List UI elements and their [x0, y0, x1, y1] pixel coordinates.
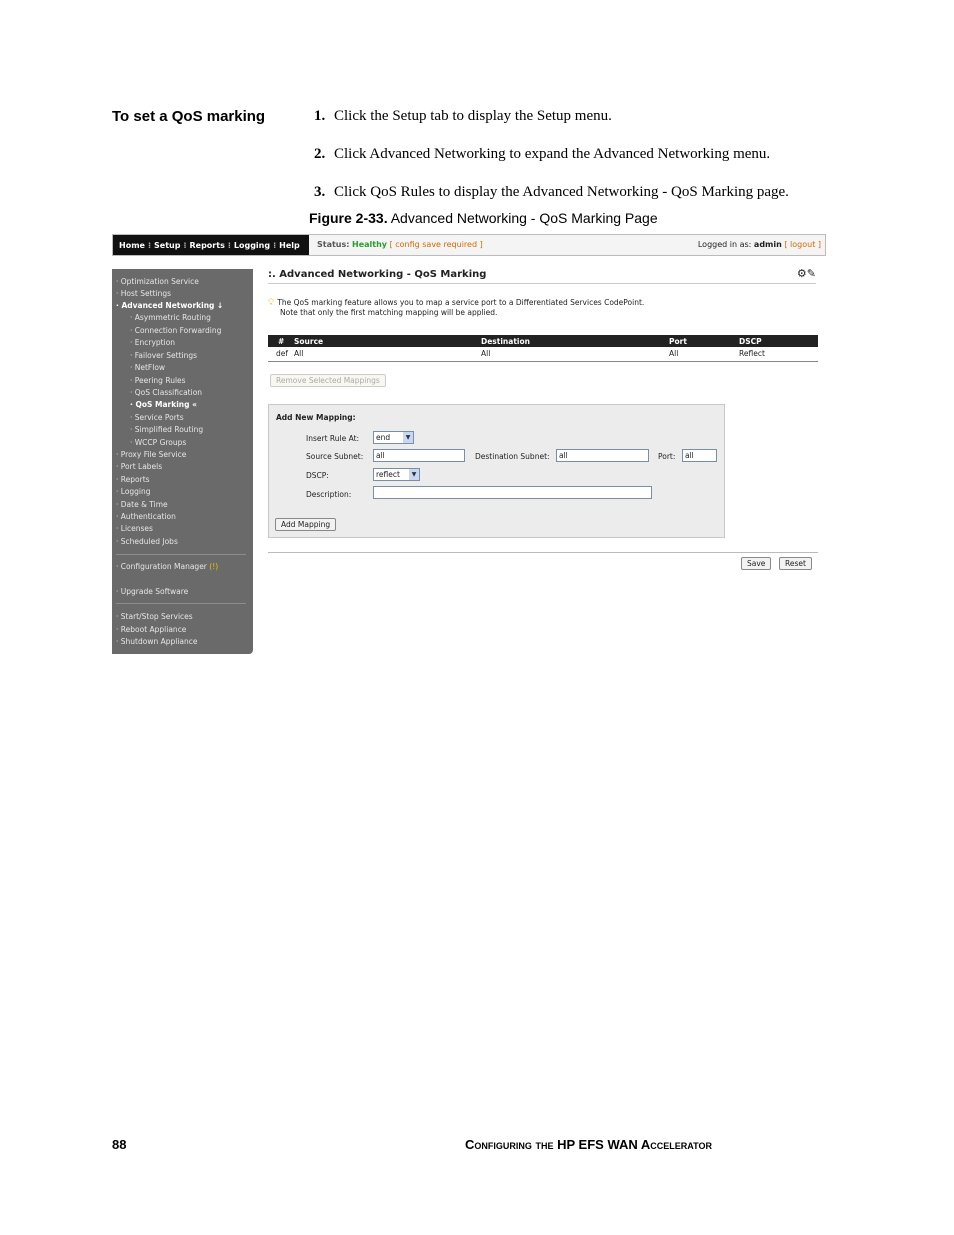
- description-input[interactable]: [373, 486, 652, 499]
- tab-help[interactable]: Help: [279, 240, 300, 250]
- top-bar: [112, 234, 826, 256]
- step-number: 3.: [314, 184, 326, 200]
- warning-badge: (!): [209, 562, 219, 571]
- destination-subnet-input[interactable]: all: [556, 449, 649, 462]
- col-header-dscp: DSCP: [739, 337, 762, 346]
- col-header-destination: Destination: [481, 337, 530, 346]
- source-subnet-input[interactable]: all: [373, 449, 465, 462]
- info-note: [268, 298, 644, 318]
- tab-reports[interactable]: Reports: [189, 240, 225, 250]
- sidebar-item-logging[interactable]: · Logging: [116, 487, 151, 496]
- figure-text: Advanced Networking - QoS Marking Page: [390, 210, 658, 226]
- cell-destination: All: [481, 349, 491, 358]
- port-input[interactable]: all: [682, 449, 717, 462]
- sidebar-item-peering-rules[interactable]: · Peering Rules: [130, 376, 186, 385]
- tab-logging[interactable]: Logging: [233, 240, 271, 250]
- cell-dscp: Reflect: [739, 349, 765, 358]
- steps-list: [314, 107, 834, 221]
- status-note[interactable]: [ config save required ]: [389, 240, 483, 249]
- login-user: admin: [753, 240, 782, 249]
- sidebar-item-date-time[interactable]: · Date & Time: [116, 500, 168, 509]
- mappings-table: [268, 335, 818, 362]
- page-title: [268, 269, 816, 284]
- col-header-source: Source: [294, 337, 324, 346]
- port-label: Port:: [658, 452, 676, 461]
- note-line-2: Note that only the first matching mapping will be applied.: [280, 308, 498, 317]
- sidebar-item-proxy-file-service[interactable]: · Proxy File Service: [116, 450, 187, 459]
- status-indicator: [317, 240, 483, 249]
- page-number: 88: [112, 1137, 127, 1152]
- table-header: [268, 335, 818, 347]
- sidebar-item-start-stop-services[interactable]: · Start/Stop Services: [116, 612, 193, 621]
- step-text: Click the Setup tab to display the Setup menu.: [334, 108, 612, 124]
- col-header-port: Port: [669, 337, 687, 346]
- sidebar-divider: [116, 554, 246, 555]
- figure-caption: [309, 210, 658, 226]
- tab-home[interactable]: Home: [119, 240, 145, 250]
- sidebar-item-configuration-manager[interactable]: [116, 562, 218, 571]
- sidebar-item-licenses[interactable]: · Licenses: [116, 524, 153, 533]
- step-number: 1.: [314, 108, 326, 124]
- sidebar-item-host-settings[interactable]: · Host Settings: [116, 289, 171, 298]
- sidebar-item-advanced-networking[interactable]: · Advanced Networking ↓: [116, 301, 224, 310]
- login-prefix: Logged in as:: [697, 240, 752, 249]
- sidebar-menu: [112, 269, 253, 654]
- reset-button[interactable]: Reset: [779, 557, 812, 570]
- form-title: Add New Mapping:: [276, 413, 356, 422]
- step-1: [314, 107, 834, 126]
- step-text: Click Advanced Networking to expand the Advanced Networking menu.: [334, 146, 771, 162]
- lightbulb-icon: 💡︎: [268, 298, 275, 308]
- description-label: Description:: [306, 490, 352, 499]
- save-button[interactable]: Save: [741, 557, 771, 570]
- remove-selected-mappings-button[interactable]: Remove Selected Mappings: [270, 374, 386, 387]
- cell-number: def: [276, 349, 289, 358]
- divider: [268, 552, 818, 553]
- step-2: [314, 145, 834, 164]
- status-label: Status:: [317, 240, 350, 249]
- dscp-label: DSCP:: [306, 471, 329, 480]
- section-heading: To set a QoS marking: [112, 108, 266, 125]
- dscp-value: reflect: [376, 470, 400, 479]
- add-mapping-form: [268, 404, 725, 538]
- cell-port: All: [669, 349, 679, 358]
- insert-rule-value: end: [376, 433, 391, 442]
- nav-tabs: Home ⁝ Setup ⁝ Reports ⁝ Logging ⁝ Help: [113, 235, 309, 255]
- figure-label: Figure 2-33.: [309, 210, 388, 226]
- help-print-icon[interactable]: ⚙✎: [796, 267, 816, 280]
- ui-screenshot: [112, 234, 826, 668]
- sidebar-item-encryption[interactable]: · Encryption: [130, 338, 176, 347]
- sidebar-item-simplified-routing[interactable]: · Simplified Routing: [130, 425, 204, 434]
- destination-subnet-label: Destination Subnet:: [475, 452, 550, 461]
- sidebar-item-reboot-appliance[interactable]: · Reboot Appliance: [116, 625, 187, 634]
- step-text: Click QoS Rules to display the Advanced Networking - QoS Marking page.: [334, 184, 789, 200]
- page-title-text: :. Advanced Networking - QoS Marking: [268, 269, 487, 280]
- table-row[interactable]: [268, 347, 818, 362]
- step-3: [314, 183, 834, 202]
- running-footer-title: Configuring the HP EFS WAN Accelerator: [465, 1137, 712, 1152]
- sidebar-item-scheduled-jobs[interactable]: · Scheduled Jobs: [116, 537, 178, 546]
- sidebar-item-service-ports[interactable]: · Service Ports: [130, 413, 184, 422]
- sidebar-item-shutdown-appliance[interactable]: · Shutdown Appliance: [116, 637, 198, 646]
- insert-rule-select[interactable]: [373, 431, 414, 444]
- insert-rule-label: Insert Rule At:: [306, 434, 360, 443]
- status-value: Healthy: [352, 240, 388, 249]
- note-line-1: The QoS marking feature allows you to map a service port to a Differentiated Services CodePoint.: [277, 298, 645, 307]
- cell-source: All: [294, 349, 304, 358]
- sidebar-item-connection-forwarding[interactable]: · Connection Forwarding: [130, 326, 222, 335]
- sidebar-item-wccp-groups[interactable]: · WCCP Groups: [130, 438, 187, 447]
- sidebar-item-qos-marking[interactable]: · QoS Marking «: [130, 400, 197, 409]
- logout-link[interactable]: [ logout ]: [784, 240, 821, 249]
- chevron-down-icon: ▼: [403, 432, 413, 443]
- step-number: 2.: [314, 146, 326, 162]
- sidebar-item-asymmetric-routing[interactable]: · Asymmetric Routing: [130, 313, 211, 322]
- sidebar-item-netflow[interactable]: · NetFlow: [130, 363, 166, 372]
- sidebar-item-authentication[interactable]: · Authentication: [116, 512, 176, 521]
- dscp-select[interactable]: [373, 468, 420, 481]
- sidebar-item-optimization-service[interactable]: · Optimization Service: [116, 277, 199, 286]
- sidebar-item-port-labels[interactable]: · Port Labels: [116, 462, 163, 471]
- sidebar-item-upgrade-software[interactable]: · Upgrade Software: [116, 587, 189, 596]
- sidebar-item-reports[interactable]: · Reports: [116, 475, 150, 484]
- add-mapping-button[interactable]: Add Mapping: [275, 518, 336, 531]
- login-info: [698, 240, 821, 249]
- sidebar-item-failover-settings[interactable]: · Failover Settings: [130, 351, 198, 360]
- col-header-number: #: [278, 337, 285, 346]
- sidebar-item-label: · Configuration Manager: [116, 562, 207, 571]
- chevron-down-icon: ▼: [409, 469, 419, 480]
- tab-setup[interactable]: Setup: [154, 240, 181, 250]
- source-subnet-label: Source Subnet:: [306, 452, 364, 461]
- sidebar-divider: [116, 603, 246, 604]
- sidebar-item-qos-classification[interactable]: · QoS Classification: [130, 388, 203, 397]
